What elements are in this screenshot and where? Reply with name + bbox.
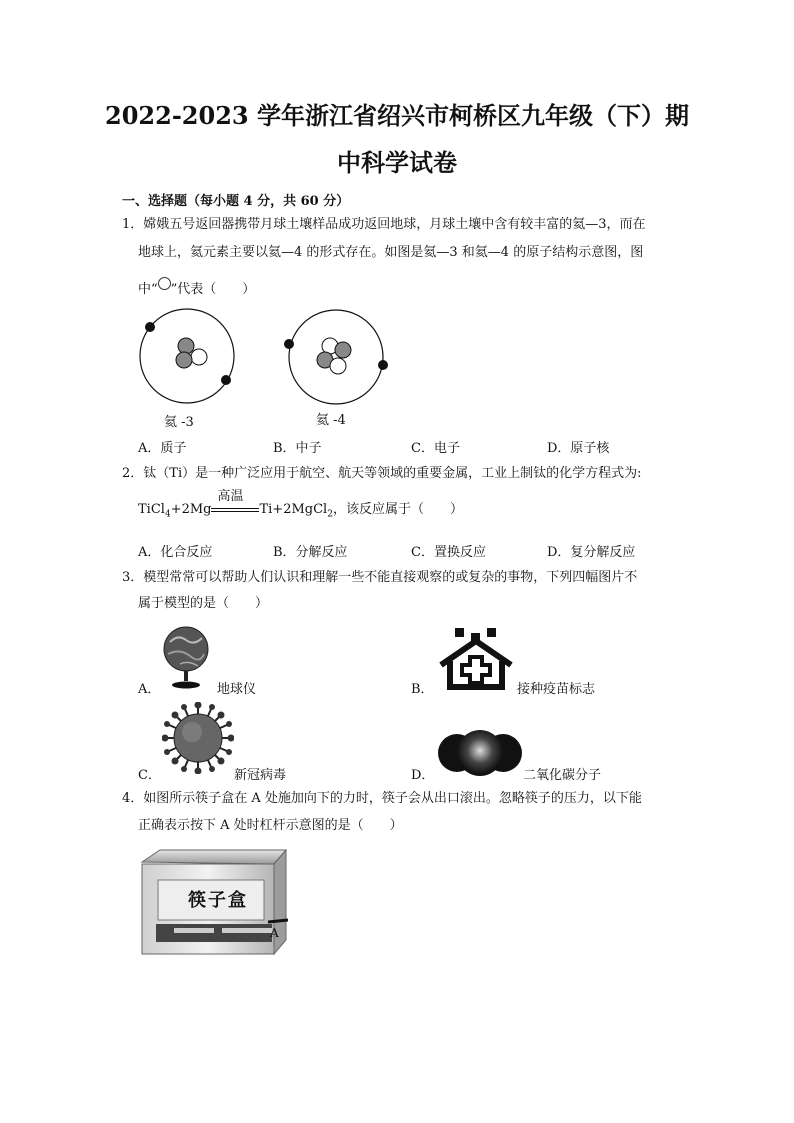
helium-4-atom <box>284 310 388 404</box>
box-label: 筷子盒 <box>188 890 248 911</box>
helium-3-atom <box>140 309 234 403</box>
electron <box>221 375 231 385</box>
q2-option-c[interactable]: C．置换反应 <box>411 545 486 560</box>
q3-option-d[interactable]: D． <box>411 768 435 783</box>
point-a-label: A <box>270 926 279 940</box>
q3-option-b[interactable]: B． <box>411 682 434 697</box>
proton <box>176 352 192 368</box>
q1-option-a[interactable]: A．质子 <box>138 441 187 456</box>
coronavirus-icon <box>162 702 234 774</box>
q3-caption-a: 地球仪 <box>217 682 257 697</box>
q3-line2: 属于模型的是（ ） <box>138 596 269 611</box>
co2-molecule-icon <box>437 729 523 777</box>
proton <box>178 338 194 354</box>
q1-option-b[interactable]: B．中子 <box>273 441 322 456</box>
page-title-line2: 中科学试卷 <box>337 148 457 177</box>
globe-icon <box>160 624 212 692</box>
neutron <box>191 349 207 365</box>
q2-option-a[interactable]: A．化合反应 <box>138 545 213 560</box>
q2-line1: 2．钛（Ti）是一种广泛应用于航空、航天等领域的重要金属，工业上制钛的化学方程式为: <box>122 466 642 481</box>
helium-atom-diagram <box>135 305 405 415</box>
section-heading: 一、选择题（每小题 4 分，共 60 分） <box>122 194 350 209</box>
label-he3: 氦 -3 <box>164 415 194 430</box>
q3-caption-b: 接种疫苗标志 <box>517 682 596 697</box>
q1-option-c[interactable]: C．电子 <box>411 441 460 456</box>
vaccine-logo-icon <box>438 625 514 691</box>
page-title-line1: 2022-2023 学年浙江省绍兴市柯桥区九年级（下）期 <box>105 101 689 130</box>
proton <box>335 342 351 358</box>
electron <box>145 322 155 332</box>
q3-option-a[interactable]: A． <box>138 682 161 697</box>
q2-option-b[interactable]: B．分解反应 <box>273 545 348 560</box>
q1-line2: 地球上，氦元素主要以氦—4 的形式存在。如图是氦—3 和氦—4 的原子结构示意图，图 <box>138 245 644 260</box>
q2-equation: TiCl$_4$+2Mg 高温 Ti+2MgCl$_2$，该反应属于（ ） <box>138 488 463 520</box>
q3-option-c[interactable]: C． <box>138 768 161 783</box>
circle-symbol-icon <box>158 277 171 290</box>
q3-caption-d: 二氧化碳分子 <box>523 768 602 783</box>
q4-line2: 正确表示按下 A 处时杠杆示意图的是（ ） <box>138 818 403 833</box>
label-he4: 氦 -4 <box>316 413 346 428</box>
q3-caption-c: 新冠病毒 <box>234 768 287 783</box>
electron <box>378 360 388 370</box>
electron <box>284 339 294 349</box>
q1-line3: 中“ ”代表（ ） <box>138 277 255 299</box>
q4-line1: 4．如图所示筷子盒在 A 处施加向下的力时，筷子会从出口滚出。忽略筷子的压力，以下能 <box>122 791 642 806</box>
chopstick-box-image <box>138 848 288 958</box>
q1-option-d[interactable]: D．原子核 <box>547 441 610 456</box>
neutron <box>330 358 346 374</box>
q1-line1: 1．嫦娥五号返回器携带月球土壤样品成功返回地球，月球土壤中含有较丰富的氦—3，而在 <box>122 217 646 232</box>
q2-option-d[interactable]: D．复分解反应 <box>547 545 636 560</box>
reaction-arrow: 高温 <box>211 503 259 517</box>
q3-line1: 3．模型常常可以帮助人们认识和理解一些不能直接观察的或复杂的事物，下列四幅图片不 <box>122 570 638 585</box>
